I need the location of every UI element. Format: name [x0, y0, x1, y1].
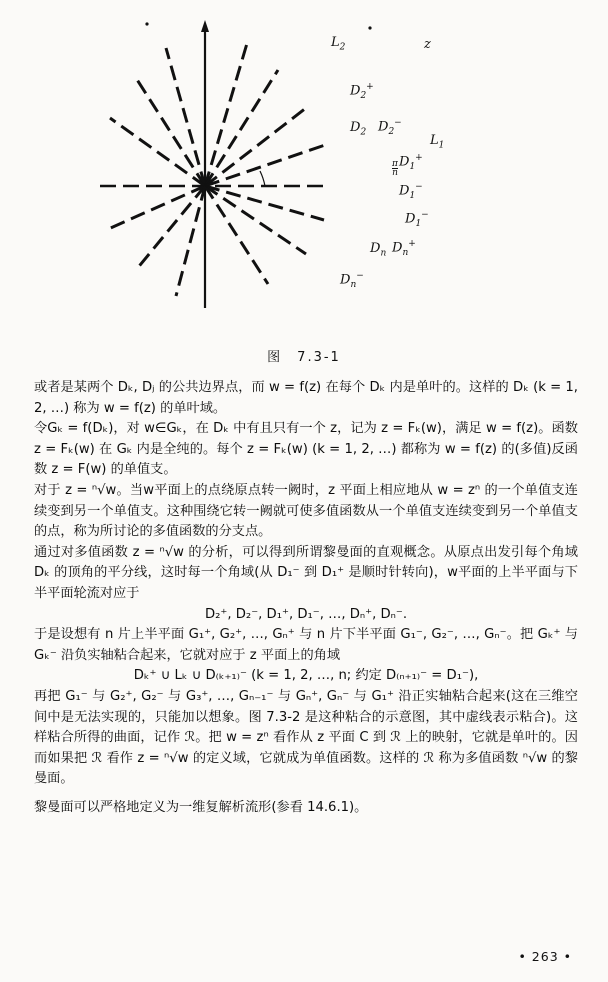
figure-label-angle: $\frac{\pi}{n}$: [392, 159, 398, 178]
figure-label-L2: $L_2$: [331, 35, 346, 53]
paragraph-4: 通过对多值函数 z = ⁿ√w 的分析，可以得到所谓黎曼面的直观概念。从原点出发引每个角域 Dₖ 的顶角的平分线，这时每一个角域(从 D₁⁻ 到 D₁⁺ 是顺时针转向)，w平面的上半平面与下半平面轮流对应于: [34, 544, 578, 601]
figure-label-z: z: [424, 37, 431, 52]
paragraph-1: 或者是某两个 Dₖ, Dⱼ 的公共边界点，而 w = f(z) 在每个 Dₖ 内是单叶的。这样的 Dₖ (k = 1, 2, …) 称为 w = f(z) 的单叶域。: [34, 380, 578, 416]
paragraph-5: 于是设想有 n 片上半平面 G₁⁺, G₂⁺, …, Gₙ⁺ 与 n 片下半平面 G₁⁻, G₂⁻, …, Gₙ⁻。把 Gₖ⁺ 与 Gₖ⁻ 沿负实轴粘合起来，它就对应于 z 平面上的角域: [34, 627, 578, 663]
figure-label-D2-plus: $D_2^+$: [350, 82, 374, 101]
figure-rays-svg: [92, 8, 522, 328]
figure-label-D2: $D_2$: [350, 120, 367, 138]
figure-label-Dn-minus: $D_n^-$: [340, 271, 364, 290]
figure-caption: 图 7.3-1: [267, 350, 341, 365]
figure-label-Dn: $D_n$: [370, 241, 387, 259]
figure-label-Dn-plus: $D_n^+$: [392, 239, 416, 258]
figure-label-D1-plus: $D_1^+$: [399, 153, 423, 172]
figure-label-D1-minus: $D_1^-$: [405, 210, 429, 229]
display-domain-list: D₂⁺, D₂⁻, D₁⁺, D₁⁻, …, Dₙ⁺, Dₙ⁻.: [204, 606, 408, 622]
page-number: • 263 •: [518, 949, 572, 964]
article-body: [34, 378, 578, 818]
figure-label-L1: $L_1$: [430, 133, 445, 151]
figure-label-D2-minus: $D_2^-$: [378, 118, 402, 137]
display-union-formula: Dₖ⁺ ∪ Lₖ ∪ D₍ₖ₊₁₎⁻ (k = 1, 2, …, n; 约定 D₍ₙ₊₁₎⁻ = D₁⁻),: [133, 668, 479, 684]
paragraph-6: 再把 G₁⁻ 与 G₂⁺, G₂⁻ 与 G₃⁺, …, Gₙ₋₁⁻ 与 Gₙ⁺, Gₙ⁻ 与 G₁⁺ 沿正实轴粘合起来(这在三维空间中是无法实现的，只能加以想象。图 7.3-2 是这种粘合的示意图，其中虚线表示粘合)。这样粘合所得的曲面，记作 ℛ。把 w = zⁿ 看作从 z 平面 C 到 ℛ 上的映射，它就是单叶的。因而如果把 ℛ 看作 z = ⁿ√w 的定义域，它就成为单值函数。这样的 ℛ 称为多值函数 ⁿ√w 的黎曼面。: [34, 688, 578, 787]
figure-7-3-1: [0, 8, 608, 365]
paragraph-7: 黎曼面可以严格地定义为一维复解析流形(参看 14.6.1)。: [34, 799, 368, 815]
figure-label-D1: $D_1^-$: [399, 182, 423, 201]
paragraph-3: 对于 z = ⁿ√w。当w平面上的点绕原点转一阙时，z 平面上相应地从 w = zⁿ 的一个单值支连续变到另一个单值支。这种围绕它转一阙就可使多值函数从一个单值支连续变到另一个单值支的点，称为所讨论的多值函数的分支点。: [34, 482, 578, 540]
paragraph-2: 令Gₖ = f(Dₖ)，对 w∈Gₖ，在 Dₖ 中有且只有一个 z，记为 z = Fₖ(w)，满足 w = f(z)。函数 z = Fₖ(w) 在 Gₖ 内是全纯的。每个 z = Fₖ(w) (k = 1, 2, …) 都称为 w = f(z) 的(多值)反函数 z = F(w) 的单值支。: [34, 421, 578, 478]
